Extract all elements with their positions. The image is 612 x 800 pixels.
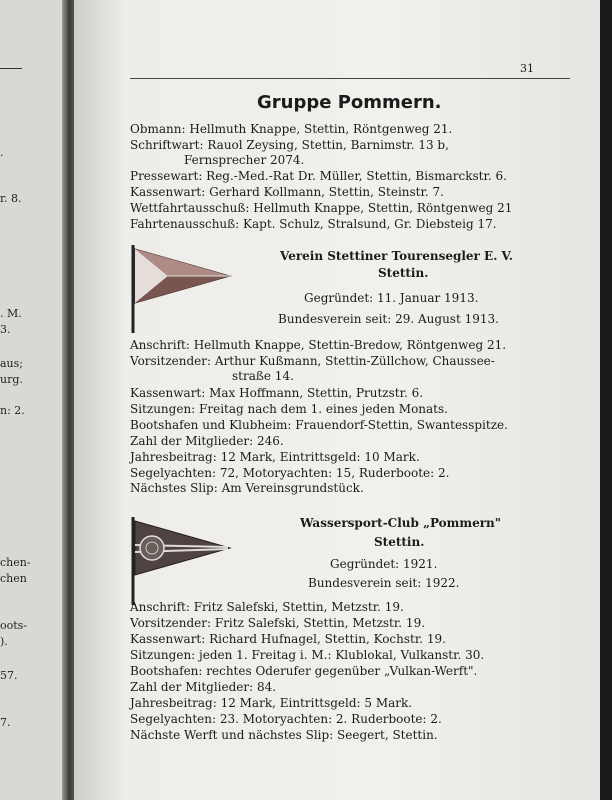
left-page-fragment: 57. <box>0 669 18 682</box>
club-city: Stettin. <box>378 266 429 280</box>
page-number: 31 <box>520 62 534 75</box>
group-line: Kassenwart: Gerhard Kollmann, Stettin, Steinstr. 7. <box>130 185 444 199</box>
right-page <box>74 0 600 800</box>
group-line: Fahrtenausschuß: Kapt. Schulz, Stralsund, Gr. Diebsteig 17. <box>130 217 497 231</box>
club-name: Wassersport-Club „Pommern" <box>300 516 502 530</box>
club-detail-line: Zahl der Mitglieder: 84. <box>130 680 277 694</box>
club-pennant-icon <box>130 515 234 607</box>
club-detail-line: Vorsitzender: Arthur Kußmann, Stettin-Züllchow, Chaussee- <box>130 354 495 368</box>
left-page-fragment: urg. <box>0 373 23 386</box>
club-detail-line: Sitzungen: jeden 1. Freitag i. M.: Klublokal, Vulkanstr. 30. <box>130 648 485 662</box>
club-detail-line: Bootshafen und Klubheim: Frauendorf-Stettin, Swantesspitze. <box>130 418 508 432</box>
group-line: Pressewart: Reg.-Med.-Rat Dr. Müller, Stettin, Bismarckstr. 6. <box>130 169 507 183</box>
club-detail-line: Segelyachten: 23. Motoryachten: 2. Ruderboote: 2. <box>130 712 442 726</box>
header-rule <box>130 78 570 79</box>
left-page <box>0 0 66 800</box>
club-detail-line: Sitzungen: Freitag nach dem 1. eines jeden Monats. <box>130 402 448 416</box>
left-page-fragment: 7. <box>0 716 11 729</box>
club-detail-line: Kassenwart: Max Hoffmann, Stettin, Prutzstr. 6. <box>130 386 424 400</box>
group-line: Wettfahrtausschuß: Hellmuth Knappe, Stettin, Röntgenweg 21 <box>130 201 513 215</box>
club-detail-line: Jahresbeitrag: 12 Mark, Eintrittsgeld: 10 Mark. <box>130 450 420 464</box>
left-page-fragment: n: 2. <box>0 404 25 417</box>
left-page-fragment: ). <box>0 635 8 648</box>
club-detail-line: Bootshafen: rechtes Oderufer gegenüber „Vulkan-Werft". <box>130 664 478 678</box>
page-title: Gruppe Pommern. <box>257 92 442 113</box>
left-page-fragment: . M. <box>0 307 22 320</box>
club-founded: Gegründet: 1921. <box>330 557 438 571</box>
group-line: Schriftwart: Rauol Zeysing, Stettin, Barnimstr. 13 b, <box>130 138 449 152</box>
left-page-fragment: . <box>0 146 4 159</box>
left-page-fragment: chen <box>0 572 27 585</box>
left-page-fragment: chen- <box>0 556 31 569</box>
left-page-fragment: aus; <box>0 357 23 370</box>
left-page-fragment: r. 8. <box>0 192 22 205</box>
club-pennant-icon <box>130 243 234 335</box>
club-federation: Bundesverein seit: 1922. <box>308 576 460 590</box>
club-detail-line: Nächstes Slip: Am Vereinsgrundstück. <box>130 481 364 495</box>
left-page-fragment: 3. <box>0 323 11 336</box>
club-detail-line: Zahl der Mitglieder: 246. <box>130 434 284 448</box>
left-page-rule <box>0 68 22 69</box>
club-detail-line: Jahresbeitrag: 12 Mark, Eintrittsgeld: 5 Mark. <box>130 696 413 710</box>
club-detail-line: Anschrift: Hellmuth Knappe, Stettin-Bredow, Röntgenweg 21. <box>130 338 507 352</box>
club-federation: Bundesverein seit: 29. August 1913. <box>278 312 499 326</box>
left-page-fragment: oots- <box>0 619 28 632</box>
club-name: Verein Stettiner Tourensegler E. V. <box>280 249 513 263</box>
group-line: Fernsprecher 2074. <box>184 153 305 167</box>
club-detail-line: Segelyachten: 72, Motoryachten: 15, Ruderboote: 2. <box>130 466 450 480</box>
club-detail-line: Kassenwart: Richard Hufnagel, Stettin, Kochstr. 19. <box>130 632 446 646</box>
club-detail-line: Anschrift: Fritz Salefski, Stettin, Metzstr. 19. <box>130 600 404 614</box>
club-founded: Gegründet: 11. Januar 1913. <box>304 291 479 305</box>
group-line: Obmann: Hellmuth Knappe, Stettin, Röntgenweg 21. <box>130 122 453 136</box>
club-city: Stettin. <box>374 535 425 549</box>
club-detail-line: Vorsitzender: Fritz Salefski, Stettin, Metzstr. 19. <box>130 616 426 630</box>
club-detail-line: straße 14. <box>232 369 294 383</box>
club-detail-line: Nächste Werft und nächstes Slip: Seegert, Stettin. <box>130 728 438 742</box>
